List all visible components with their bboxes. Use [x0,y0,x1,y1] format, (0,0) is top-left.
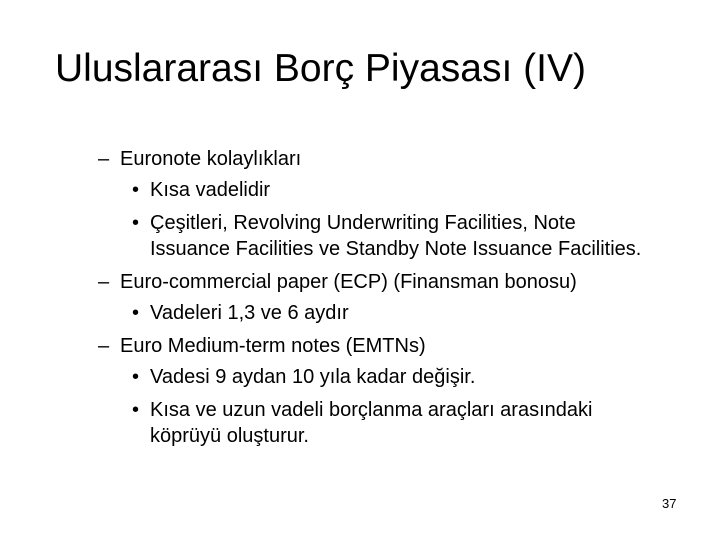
bullet-marker: • [132,366,140,388]
dash-marker: – [98,335,110,357]
dash-marker: – [98,148,110,170]
content-list [98,146,658,449]
list-item-ecp [98,269,658,326]
sub-item-text: Kısa vadelidir [150,179,271,201]
bullet-marker: • [132,302,140,324]
list-item-euronote [98,146,658,262]
sub-item [132,364,658,390]
list-item-text: Euro-commercial paper (ECP) (Finansman bonosu) [120,271,577,293]
slide-title: Uluslararası Borç Piyasası (IV) [55,47,586,90]
sub-list [132,177,658,262]
sub-item [132,300,658,326]
dash-marker: – [98,271,110,293]
sub-item [132,397,658,449]
bullet-marker: • [132,212,140,234]
sub-item [132,210,658,262]
sub-item-text: Çeşitleri, Revolving Underwriting Facilities, Note Issuance Facilities ve Standby Note Issuance Facilities. [150,212,642,260]
list-item-text: Euro Medium-term notes (EMTNs) [120,335,426,357]
sub-list [132,300,658,326]
list-item-emtn [98,333,658,449]
page-number: 37 [662,496,677,511]
sub-item [132,177,658,203]
bullet-marker: • [132,179,140,201]
list-item-text: Euronote kolaylıkları [120,148,302,170]
sub-list [132,364,658,449]
sub-item-text: Kısa ve uzun vadeli borçlanma araçları arasındaki köprüyü oluşturur. [150,399,593,447]
sub-item-text: Vadeleri 1,3 ve 6 aydır [150,302,349,324]
sub-item-text: Vadesi 9 aydan 10 yıla kadar değişir. [150,366,476,388]
bullet-marker: • [132,399,140,421]
